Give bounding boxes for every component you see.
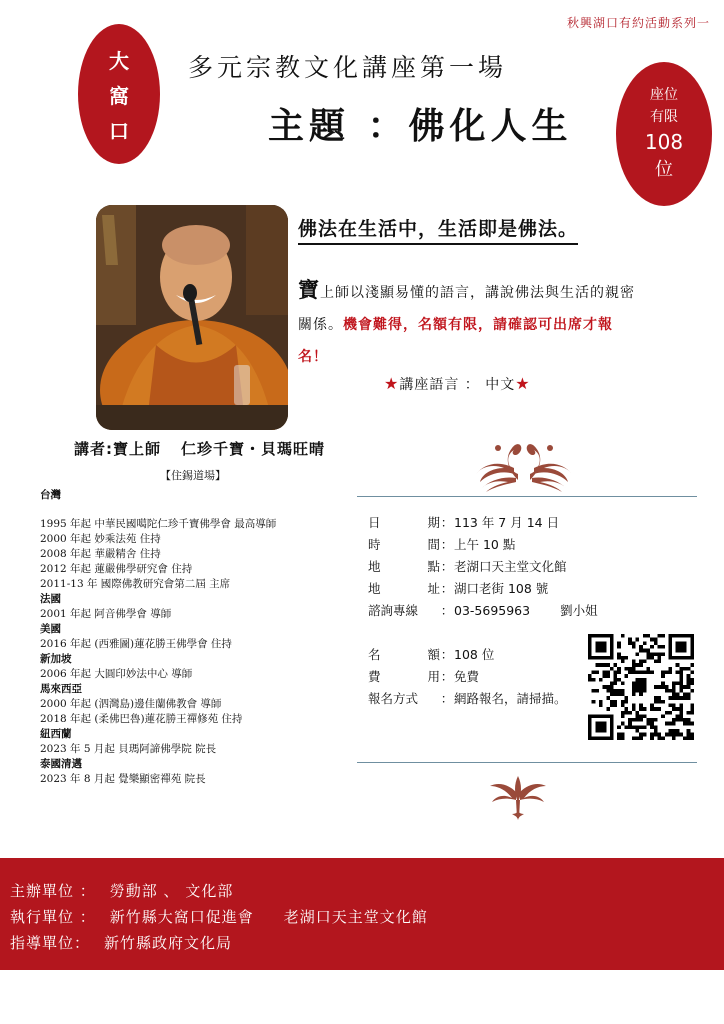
- bio-country: 新加坡: [40, 653, 72, 665]
- advisor-label: 指導單位：: [10, 934, 91, 952]
- info-register: 網路報名，請掃描。: [454, 691, 567, 706]
- bio-country: 台灣: [40, 489, 61, 501]
- info-place: 老湖口天主堂文化館: [454, 559, 567, 574]
- info-label: [368, 512, 440, 534]
- quota-label-char-1: 名: [368, 647, 381, 662]
- location-badge: [78, 24, 160, 164]
- executor-label: 執行單位 ：: [10, 908, 96, 926]
- info-label: [368, 556, 440, 578]
- seats-badge-unit: 位: [655, 159, 673, 180]
- info-row-quota: [368, 644, 598, 666]
- star-icon: ★: [515, 374, 531, 393]
- location-badge-char-1: 大: [109, 48, 129, 73]
- footer-executor: [10, 906, 428, 927]
- location-badge-char-2: 窩: [109, 83, 129, 108]
- bio-entry: 2000 年起 (泗灣島)邊佳蘭佛教會 導師: [40, 698, 222, 710]
- bio-entry: 2023 年 8 月起 覺樂顯密禪苑 院長: [40, 773, 206, 785]
- info-row-time: [368, 534, 598, 556]
- info-label: [368, 534, 440, 556]
- place-label-char-2: 點: [427, 559, 440, 574]
- location-badge-char-3: 口: [109, 118, 129, 143]
- info-row-place: [368, 556, 598, 578]
- info-address: 湖口老街 108 號: [454, 581, 549, 596]
- executor-value-1: 新竹縣大窩口促進會: [109, 908, 254, 926]
- advisor-value: 新竹縣政府文化局: [104, 934, 233, 952]
- date-label-char-2: 期: [427, 515, 440, 530]
- description-lead-char: 寶: [298, 278, 320, 302]
- dojo-heading: 【住錫道場】: [160, 469, 226, 482]
- date-label-char-1: 日: [368, 515, 381, 530]
- bio-country: 泰國清邁: [40, 758, 82, 770]
- info-label: 諮詢專線: [368, 603, 419, 618]
- address-label-char-1: 地: [368, 581, 381, 596]
- bio-country: 馬來西亞: [40, 683, 82, 695]
- info-label: [368, 578, 440, 600]
- footer-advisor: [10, 932, 232, 953]
- bio-entry: 2008 年起 華嚴精舍 住持: [40, 548, 161, 560]
- language-line: [384, 374, 531, 394]
- event-theme: 主題 ：佛化人生: [268, 106, 573, 147]
- seats-badge-number: 108: [644, 130, 684, 154]
- language-text: 講座語言 ： 中文: [399, 377, 516, 393]
- organizer-value: 勞動部 、 文化部: [109, 882, 234, 900]
- info-row-inquiry: [368, 600, 598, 622]
- executor-value-2: 老湖口天主堂文化館: [283, 908, 428, 926]
- floral-ornament-icon: [488, 770, 548, 822]
- info-phone: 03-5695963: [454, 603, 531, 618]
- info-time: 上午 10 點: [454, 537, 516, 552]
- speaker-name: 仁珍千寶・貝瑪旺晴: [181, 440, 326, 458]
- speaker-bio: [40, 488, 340, 787]
- info-row-date: [368, 512, 598, 534]
- info-colon: ：: [440, 559, 454, 574]
- speaker-label: 講者:寶上師: [74, 440, 161, 458]
- seats-badge: [616, 62, 712, 206]
- bio-entry: 2011-13 年 國際佛教研究會第二屆 主席: [40, 578, 231, 590]
- time-label-char-2: 間: [427, 537, 440, 552]
- event-description: [298, 274, 638, 373]
- speaker-line: [74, 438, 325, 459]
- fee-label-char-1: 費: [368, 669, 381, 684]
- info-colon: ：: [440, 515, 454, 530]
- info-label: [368, 666, 440, 688]
- info-colon: ：: [440, 691, 454, 706]
- place-label-char-1: 地: [368, 559, 381, 574]
- quota-label-char-2: 額: [427, 647, 440, 662]
- info-label: 報名方式: [368, 691, 419, 706]
- event-info: [368, 512, 598, 710]
- registration-qr-code[interactable]: [588, 634, 694, 740]
- info-row-address: [368, 578, 598, 600]
- bio-entry: 2012 年起 蓮嚴佛學研究會 住持: [40, 563, 193, 575]
- series-tag: 秋興湖口有約活動系列一: [566, 16, 710, 30]
- time-label-char-1: 時: [368, 537, 381, 552]
- organizer-label: 主辦單位 ：: [10, 882, 96, 900]
- info-date: 113 年 7 月 14 日: [454, 515, 560, 530]
- event-title: 多元宗教文化講座第一場: [188, 53, 508, 82]
- info-row-register: [368, 688, 598, 710]
- bio-entry: 2006 年起 大圓印妙法中心 導師: [40, 668, 193, 680]
- bio-entry: 2016 年起 (西雅圖)蓮花勝王佛學會 住持: [40, 638, 232, 650]
- bio-country: 紐西蘭: [40, 728, 72, 740]
- info-colon: ：: [440, 603, 454, 618]
- info-colon: ：: [440, 669, 454, 684]
- bio-entry: 2023 年 5 月起 貝瑪阿諦佛學院 院長: [40, 743, 217, 755]
- seats-badge-line-1: 座位: [650, 87, 678, 103]
- description-notice: 機會難得，名額有限，請確認可出席才報名！: [298, 317, 613, 365]
- address-label-char-2: 址: [427, 581, 440, 596]
- slogan: 佛法在生活中，生活即是佛法。: [298, 214, 578, 245]
- footer-organizer: [10, 880, 233, 901]
- info-colon: ：: [440, 581, 454, 596]
- info-contact: 劉小姐: [560, 603, 598, 618]
- footer: [0, 858, 724, 970]
- bio-country: 美國: [40, 623, 61, 635]
- star-icon: ★: [384, 374, 400, 393]
- bio-country: 法國: [40, 593, 61, 605]
- bio-entry: 2000 年起 妙乘法苑 住持: [40, 533, 161, 545]
- floral-ornament-icon: [468, 430, 580, 494]
- description-text: 上師以淺顯易懂的語言，講說佛法與生活的親密關係。: [298, 285, 635, 333]
- info-colon: ：: [440, 647, 454, 662]
- info-colon: ：: [440, 537, 454, 552]
- bio-entry: 2018 年起 (柔佛巴魯)蓮花勝王禪修苑 住持: [40, 713, 243, 725]
- divider-bottom: [357, 762, 697, 763]
- info-fee: 免費: [454, 669, 480, 684]
- bio-entry: 2001 年起 阿音佛學會 導師: [40, 608, 172, 620]
- fee-label-char-2: 用: [427, 669, 440, 684]
- speaker-photo: [96, 205, 288, 430]
- info-quota: 108 位: [454, 647, 495, 662]
- seats-badge-line-2: 有限: [650, 109, 678, 125]
- info-label: [368, 644, 440, 666]
- bio-entry: 1995 年起 中華民國噶陀仁珍千寶佛學會 最高導師: [40, 518, 277, 530]
- info-row-fee: [368, 666, 598, 688]
- divider-top: [357, 496, 697, 497]
